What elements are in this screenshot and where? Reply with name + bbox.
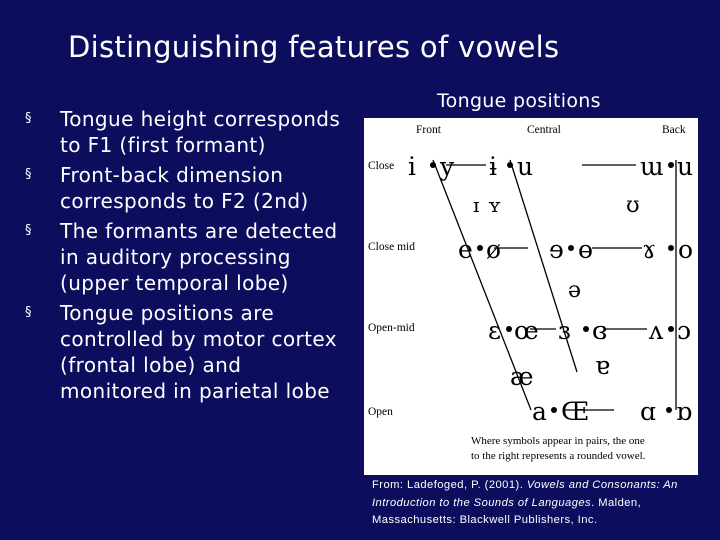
vowel-close-front-unrounded: i — [408, 152, 416, 181]
bullet-text: The formants are detected in auditory processing (upper temporal lobe) — [60, 219, 338, 295]
vowel-close-front-rounded: y — [440, 152, 455, 181]
vowel-near-close-front-rounded: ʏ — [488, 193, 502, 217]
vowel-open-mid-back-unrounded: ʌ — [649, 316, 664, 345]
vowel-dot — [430, 162, 436, 168]
bullet-marker: § — [25, 305, 32, 320]
vowel-near-open-front: æ — [510, 362, 534, 391]
bullet-item — [24, 218, 354, 296]
vowel-open-mid-front-rounded: œ — [514, 316, 539, 345]
vowel-close-mid-central-unrounded: ɘ — [549, 235, 564, 264]
citation-prefix: From: Ladefoged, P. (2001). — [372, 479, 527, 491]
vowel-open-front-unrounded: a — [532, 397, 547, 426]
vowel-dot — [668, 326, 674, 332]
vowel-dot — [666, 407, 672, 413]
bullet-text: Tongue height corresponds to F1 (first formant) — [60, 107, 341, 157]
vowel-dot — [477, 245, 483, 251]
chart-note-line-2: to the right represents a rounded vowel. — [471, 450, 646, 462]
bullet-list — [24, 106, 354, 408]
vowel-open-mid-back-rounded: ɔ — [677, 316, 692, 345]
vowel-mid-central: ə — [568, 278, 582, 303]
vowel-open-back-rounded: ɒ — [676, 397, 693, 426]
vowel-open-mid-front-unrounded: ɛ — [488, 316, 501, 345]
vowel-open-back-unrounded: ɑ — [640, 397, 657, 426]
vowel-close-mid-front-unrounded: e — [458, 235, 473, 264]
column-label-front: Front — [416, 124, 441, 136]
vowel-dot — [668, 245, 674, 251]
vowel-dot — [668, 162, 674, 168]
vowel-dot — [551, 407, 557, 413]
vowel-near-open-central: ɐ — [595, 351, 610, 380]
vowel-dot — [568, 245, 574, 251]
row-label-close-mid: Close mid — [368, 241, 415, 253]
bullet-marker: § — [25, 167, 32, 182]
vowel-close-back-unrounded: ɯ — [640, 152, 664, 181]
figure-citation — [372, 477, 712, 530]
vowel-dot — [583, 326, 589, 332]
vowel-open-mid-central-unrounded: ɜ — [558, 316, 571, 345]
vowel-open-mid-central-rounded: ɞ — [592, 316, 608, 345]
row-label-open-mid: Open-mid — [368, 322, 415, 334]
vowel-dot — [506, 326, 512, 332]
column-label-central: Central — [527, 124, 561, 136]
vowel-dot — [507, 162, 513, 168]
bullet-item — [24, 106, 354, 158]
vowel-close-central-unrounded: ɨ — [489, 152, 497, 181]
vowel-open-front-rounded: Œ — [561, 397, 590, 426]
bullet-text: Tongue positions are controlled by motor cortex (frontal lobe) and monitored in parietal lobe — [60, 301, 337, 403]
row-label-open: Open — [368, 406, 393, 418]
bullet-marker: § — [25, 111, 32, 126]
bullet-item — [24, 300, 354, 404]
vowel-chart-svg — [364, 118, 698, 475]
citation-suffix: . Malden, Massachusetts: Blackwell Publishers, Inc. — [372, 496, 642, 526]
vowel-near-close-back: ʊ — [626, 193, 640, 218]
vowel-near-close-front-unrounded: ɪ — [473, 193, 480, 217]
vowel-close-back-rounded: u — [677, 152, 694, 181]
column-label-back: Back — [662, 124, 686, 136]
chart-note-line-1: Where symbols appear in pairs, the one — [471, 435, 645, 447]
vowel-close-central-rounded: u — [517, 152, 534, 181]
bullet-text: Front-back dimension corresponds to F2 (2nd) — [60, 163, 309, 213]
vowel-close-mid-back-unrounded: ɤ — [642, 235, 657, 264]
bullet-item — [24, 162, 354, 214]
slide-title: Distinguishing features of vowels — [68, 30, 560, 64]
citation-title: Vowels and Consonants: An Introduction to the Sounds of Languages — [372, 479, 678, 509]
vowel-close-mid-central-rounded: ɵ — [578, 235, 594, 264]
bullet-marker: § — [25, 223, 32, 238]
row-label-close: Close — [368, 160, 395, 172]
figure-title: Tongue positions — [437, 90, 601, 112]
vowel-close-mid-back-rounded: o — [678, 235, 694, 264]
vowel-chart — [364, 118, 698, 475]
vowel-close-mid-front-rounded: ø — [486, 235, 502, 264]
